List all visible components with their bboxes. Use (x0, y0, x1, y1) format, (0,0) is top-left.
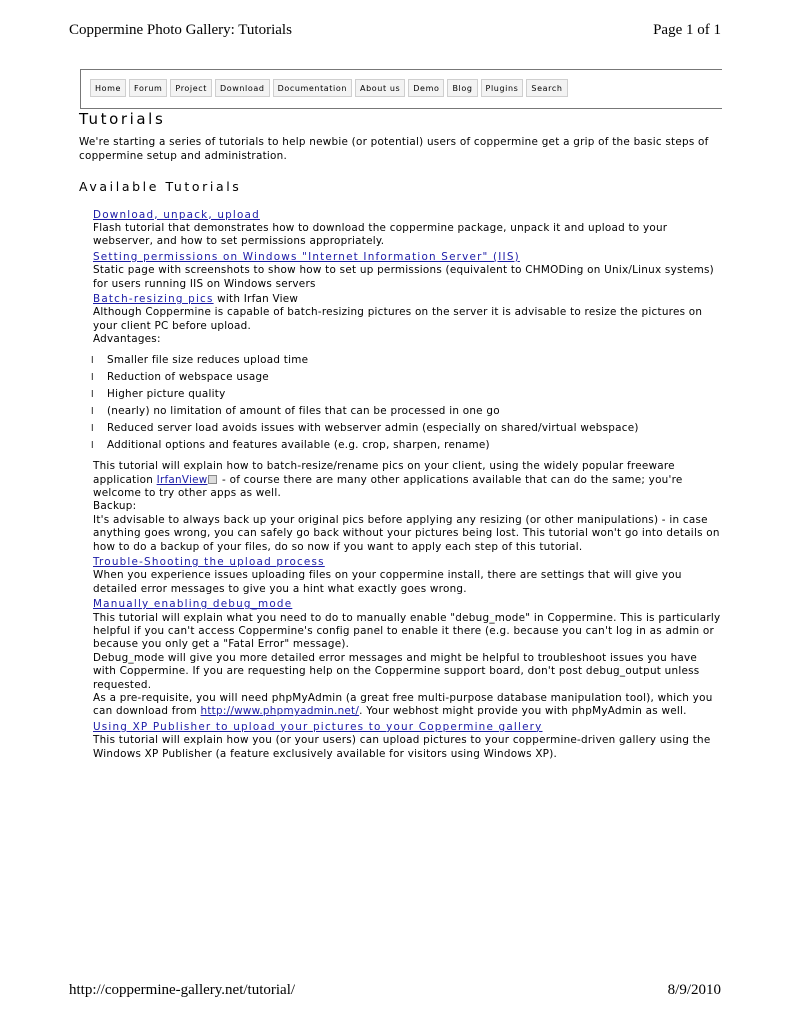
bullet-icon: l (91, 406, 94, 417)
tutorial-description-3: As a pre-requisite, you will need phpMyAdmin (a great free multi-purpose database manipulation tool), which you can download from http://www.phpmyadmin.net/. Your webhost might provide you with phpMyAdmin as well. (93, 692, 713, 718)
bullet-icon: l (91, 440, 94, 451)
irfanview-link[interactable]: IrfanView (156, 473, 208, 486)
external-link-icon (208, 475, 217, 484)
tutorial-description: Flash tutorial that demonstrates how to download the coppermine package, unpack it and upload to your webserver, and how to set permissions appropriately. (93, 222, 668, 248)
list-item: l Reduced server load avoids issues with webserver admin (especially on shared/virtual webspace) (93, 422, 722, 435)
batch-resize-explanation: This tutorial will explain how to batch-resize/rename pics on your client, using the widely popular freeware application IrfanView - of course there are many other applications available that can do the same; you're welcome to try other apps as well. (93, 460, 683, 499)
nav-blog[interactable]: Blog (447, 79, 477, 97)
tutorial-heading-line (93, 293, 722, 306)
backup-text: It's advisable to always back up your original pics before applying any resizing (or other manipulations) - in case anything goes wrong, you can safely go back without your pictures being lost. This tutorial won't go into details on how to do a backup of your files, do so now if you want to apply each step of this tutorial. (93, 513, 720, 553)
nav-download[interactable]: Download (215, 79, 270, 97)
intro-text: We're starting a series of tutorials to help newbie (or potential) users of coppermine get a grip of the basic steps of coppermine setup and administration. (79, 136, 709, 162)
tutorial-link-download-unpack-upload[interactable]: Download, unpack, upload (93, 208, 260, 221)
print-page-url: http://coppermine-gallery.net/tutorial/ (69, 982, 296, 998)
available-tutorials-heading: Available Tutorials (79, 179, 242, 195)
backup-label: Backup: (93, 500, 137, 513)
list-item: l Smaller file size reduces upload time (93, 354, 722, 367)
tutorial-item (93, 556, 722, 596)
print-date: 8/9/2010 (667, 982, 721, 998)
tutorial-description: Although Coppermine is capable of batch-resizing pictures on the server it is advisable to resize the pictures on your client PC before upload. (93, 306, 703, 332)
tutorial-link-batch-resizing[interactable]: Batch-resizing pics (93, 293, 214, 306)
bullet-icon: l (91, 389, 94, 400)
tutorial-description: Static page with screenshots to show how to set up permissions (equivalent to CHMODing on Unix/Linux systems) for users running IIS on Windows servers (93, 264, 714, 290)
nav-forum[interactable]: Forum (129, 79, 167, 97)
nav-project[interactable]: Project (170, 79, 212, 97)
tutorial-link-iis-permissions[interactable]: Setting permissions on Windows "Internet Information Server" (IIS) (93, 250, 520, 263)
tutorial-link-suffix: with Irfan View (213, 293, 299, 306)
tutorial-link-trouble-shooting-upload[interactable]: Trouble-Shooting the upload process (93, 555, 325, 568)
advantages-label: Advantages: (93, 333, 161, 346)
tutorial-description: This tutorial will explain what you need to do to manually enable "debug_mode" in Coppermine. This is particularly helpful if you can't access Coppermine's config panel to enable it there (e.g. because you can't log in as admin or because you only get a "Fatal Error" message). (93, 611, 721, 651)
print-page-indicator: Page 1 of 1 (653, 22, 721, 38)
tutorial-link-xp-publisher[interactable]: Using XP Publisher to upload your pictures to your Coppermine gallery (93, 720, 543, 733)
main-content (79, 110, 722, 763)
print-page-title: Coppermine Photo Gallery: Tutorials (69, 22, 292, 38)
bullet-icon: l (91, 372, 94, 383)
list-item: l Additional options and features available (e.g. crop, sharpen, rename) (93, 439, 722, 452)
tutorial-description: When you experience issues uploading files on your coppermine install, there are settings that will give you detailed error messages to give you a hint what exactly goes wrong. (93, 569, 682, 595)
bullet-icon: l (91, 423, 94, 434)
list-item: l (nearly) no limitation of amount of files that can be processed in one go (93, 405, 722, 418)
tutorial-item (93, 293, 722, 554)
tutorial-list (93, 209, 722, 761)
tutorial-description: This tutorial will explain how you (or your users) can upload pictures to your coppermine-driven gallery using the Windows XP Publisher (a feature exclusively available for visitors using Windows XP). (93, 734, 711, 760)
tutorial-description-2: Debug_mode will give you more detailed error messages and might be helpful to troubleshoot issues you have with Coppermine. If you are requesting help on the Coppermine support board, don't post debug_output unless requested. (93, 651, 700, 691)
tutorial-item (93, 209, 722, 249)
nav-search[interactable]: Search (526, 79, 567, 97)
list-item: l Reduction of webspace usage (93, 371, 722, 384)
tutorial-item (93, 598, 722, 719)
main-nav (90, 79, 568, 97)
bullet-icon: l (91, 355, 94, 366)
nav-about-us[interactable]: About us (355, 79, 405, 97)
tutorial-item (93, 721, 722, 761)
phpmyadmin-link[interactable]: http://www.phpmyadmin.net/ (200, 705, 360, 718)
nav-plugins[interactable]: Plugins (481, 79, 524, 97)
list-item: l Higher picture quality (93, 388, 722, 401)
page-title: Tutorials (79, 110, 166, 128)
nav-documentation[interactable]: Documentation (273, 79, 352, 97)
nav-home[interactable]: Home (90, 79, 126, 97)
tutorial-link-debug-mode[interactable]: Manually enabling debug_mode (93, 598, 293, 611)
advantages-list (93, 354, 722, 452)
tutorial-item (93, 251, 722, 291)
nav-demo[interactable]: Demo (408, 79, 444, 97)
site-header-box (80, 69, 722, 109)
